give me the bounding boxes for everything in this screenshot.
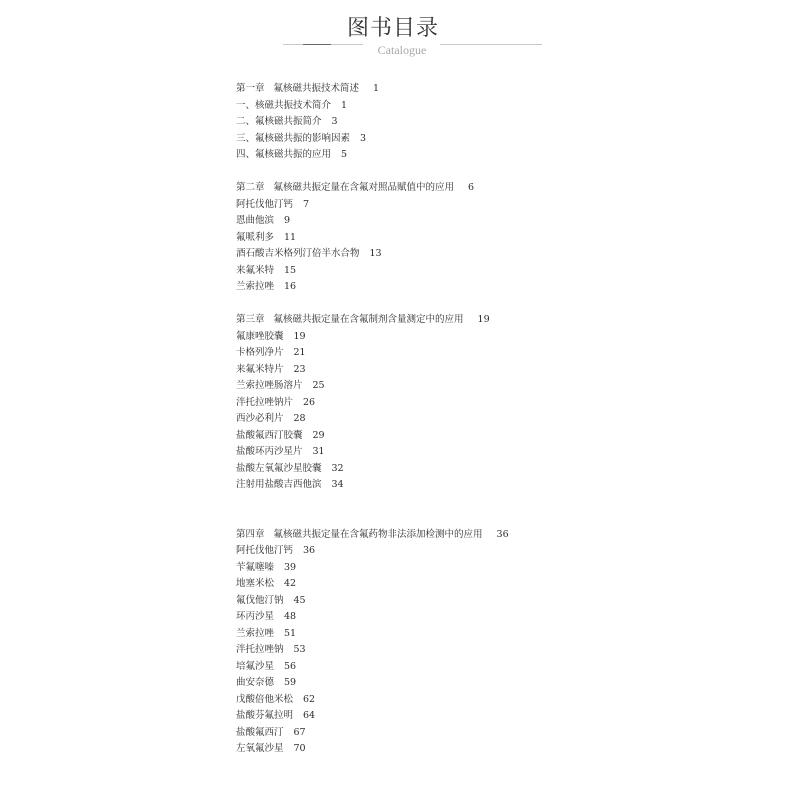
chapter-heading (236, 527, 509, 544)
page-number: 48 (284, 611, 297, 622)
chapter-section (236, 527, 509, 758)
chapter-title: 氟核磁共振定量在含氟制剂含量测定中的应用 (273, 314, 464, 325)
page-number: 25 (312, 380, 325, 391)
page-number: 67 (293, 726, 306, 738)
entry-title: 酒石酸吉米格列汀倍半水合物 (236, 248, 360, 259)
entry-title: 注射用盐酸吉西他滨 (236, 479, 322, 490)
entry-title: 盐酸环丙沙星片 (236, 446, 303, 457)
toc-entry (236, 725, 509, 742)
toc-entry (236, 444, 509, 461)
page-number: 29 (312, 429, 325, 441)
entry-title: 卡格列净片 (236, 347, 284, 358)
entry-title: 来氟米特 (236, 264, 275, 276)
toc-entry (236, 411, 509, 428)
toc-entry (236, 131, 509, 148)
toc-entry (236, 362, 509, 379)
toc-entry (236, 114, 509, 131)
entry-title: 盐酸芬氟拉明 (236, 710, 294, 721)
page-number: 23 (293, 363, 306, 375)
chapter-section (236, 180, 509, 296)
page-number: 26 (303, 396, 316, 408)
page-number: 56 (284, 660, 297, 672)
toc-entry (236, 213, 509, 230)
page-number: 1 (373, 83, 380, 94)
toc-entry (236, 477, 509, 494)
page-number: 32 (331, 462, 344, 474)
entry-title: 氟伐他汀钠 (236, 594, 284, 606)
entry-title: 氟康唑胶囊 (236, 330, 284, 342)
toc-entry (236, 692, 509, 709)
entry-title: 泮托拉唑钠 (236, 644, 284, 655)
toc-entry (236, 246, 509, 263)
chapter-title: 氟核磁共振定量在含氟药物非法添加检测中的应用 (273, 528, 483, 540)
page-number: 70 (293, 743, 306, 754)
toc-entry (236, 230, 509, 247)
entry-title: 地塞米松 (236, 578, 275, 589)
chapter-title: 氟核磁共振技术简述 (273, 83, 360, 94)
chapter-title: 氟核磁共振定量在含氟对照品赋值中的应用 (273, 182, 455, 193)
chapter-section (236, 312, 509, 494)
chapter-heading (236, 312, 509, 329)
toc-entry (236, 609, 509, 626)
toc-entry (236, 642, 509, 659)
entry-title: 四、氟核磁共振的应用 (236, 149, 332, 160)
page-number: 19 (477, 314, 490, 325)
page-number: 59 (284, 677, 297, 688)
entry-title: 盐酸氟西汀胶囊 (236, 429, 303, 441)
chapter-heading (236, 180, 509, 197)
page-number: 62 (303, 693, 316, 705)
toc-list (236, 81, 509, 758)
page-number: 36 (496, 528, 509, 540)
entry-title: 苄氟噻嗪 (236, 561, 275, 573)
entry-title: 左氧氟沙星 (236, 743, 284, 754)
entry-title: 氟哌利多 (236, 231, 275, 243)
page-number: 36 (303, 545, 316, 556)
page-number: 5 (341, 149, 348, 160)
chapter-label: 第四章 (236, 528, 265, 540)
page-number: 1 (341, 99, 348, 111)
toc-entry (236, 197, 509, 214)
page-number: 11 (284, 231, 297, 243)
page-subtitle: Catalogue (377, 43, 427, 57)
page-number: 42 (284, 578, 297, 589)
toc-entry (236, 329, 509, 346)
toc-entry (236, 147, 509, 164)
entry-title: 曲安奈德 (236, 677, 275, 688)
page-number: 21 (293, 347, 306, 358)
page-number: 53 (293, 644, 306, 655)
toc-entry (236, 279, 509, 296)
toc-entry (236, 543, 509, 560)
page-number: 3 (331, 116, 338, 127)
toc-entry (236, 461, 509, 478)
entry-title: 培氟沙星 (236, 660, 275, 672)
page-number: 34 (331, 479, 344, 490)
page-number: 28 (293, 413, 306, 424)
page-title: 图书目录 (346, 16, 439, 41)
entry-title: 西沙必利片 (236, 413, 284, 424)
page-number: 9 (284, 215, 291, 226)
entry-title: 三、氟核磁共振的影响因素 (236, 132, 351, 144)
page-number: 3 (360, 132, 367, 144)
toc-entry (236, 378, 509, 395)
page-number: 16 (284, 281, 297, 292)
entry-title: 兰索拉唑 (236, 627, 275, 639)
toc-entry (236, 741, 509, 758)
page-number: 39 (284, 561, 297, 573)
chapter-section (236, 81, 509, 164)
entry-title: 来氟米特片 (236, 363, 284, 375)
page-number: 31 (312, 446, 325, 457)
chapter-label: 第一章 (236, 83, 265, 94)
page-number: 15 (284, 264, 297, 276)
entry-title: 一、核磁共振技术简介 (236, 99, 332, 111)
toc-entry (236, 98, 509, 115)
entry-title: 盐酸左氧氟沙星胶囊 (236, 462, 322, 474)
toc-entry (236, 593, 509, 610)
page-number: 51 (284, 627, 297, 639)
toc-entry (236, 626, 509, 643)
toc-entry (236, 560, 509, 577)
page-number: 7 (303, 198, 310, 210)
toc-entry (236, 263, 509, 280)
toc-entry (236, 576, 509, 593)
toc-entry (236, 708, 509, 725)
toc-entry (236, 428, 509, 445)
toc-entry (236, 395, 509, 412)
chapter-label: 第三章 (236, 314, 265, 325)
page-number: 19 (293, 330, 306, 342)
entry-title: 阿托伐他汀钙 (236, 198, 294, 210)
entry-title: 泮托拉唑钠片 (236, 396, 294, 408)
chapter-label: 第二章 (236, 182, 265, 193)
page-number: 45 (293, 594, 306, 606)
entry-title: 兰索拉唑 (236, 281, 275, 292)
entry-title: 盐酸氟西汀 (236, 726, 284, 738)
entry-title: 恩曲他滨 (236, 215, 275, 226)
toc-entry (236, 345, 509, 362)
page-number: 13 (369, 248, 382, 259)
entry-title: 二、氟核磁共振简介 (236, 116, 322, 127)
page-number: 64 (303, 710, 316, 721)
entry-title: 兰索拉唑肠溶片 (236, 380, 303, 391)
toc-entry (236, 675, 509, 692)
entry-title: 环丙沙星 (236, 611, 275, 622)
page-number: 6 (468, 182, 475, 193)
chapter-heading (236, 81, 509, 98)
toc-entry (236, 659, 509, 676)
entry-title: 戊酸倍他米松 (236, 693, 294, 705)
entry-title: 阿托伐他汀钙 (236, 545, 294, 556)
